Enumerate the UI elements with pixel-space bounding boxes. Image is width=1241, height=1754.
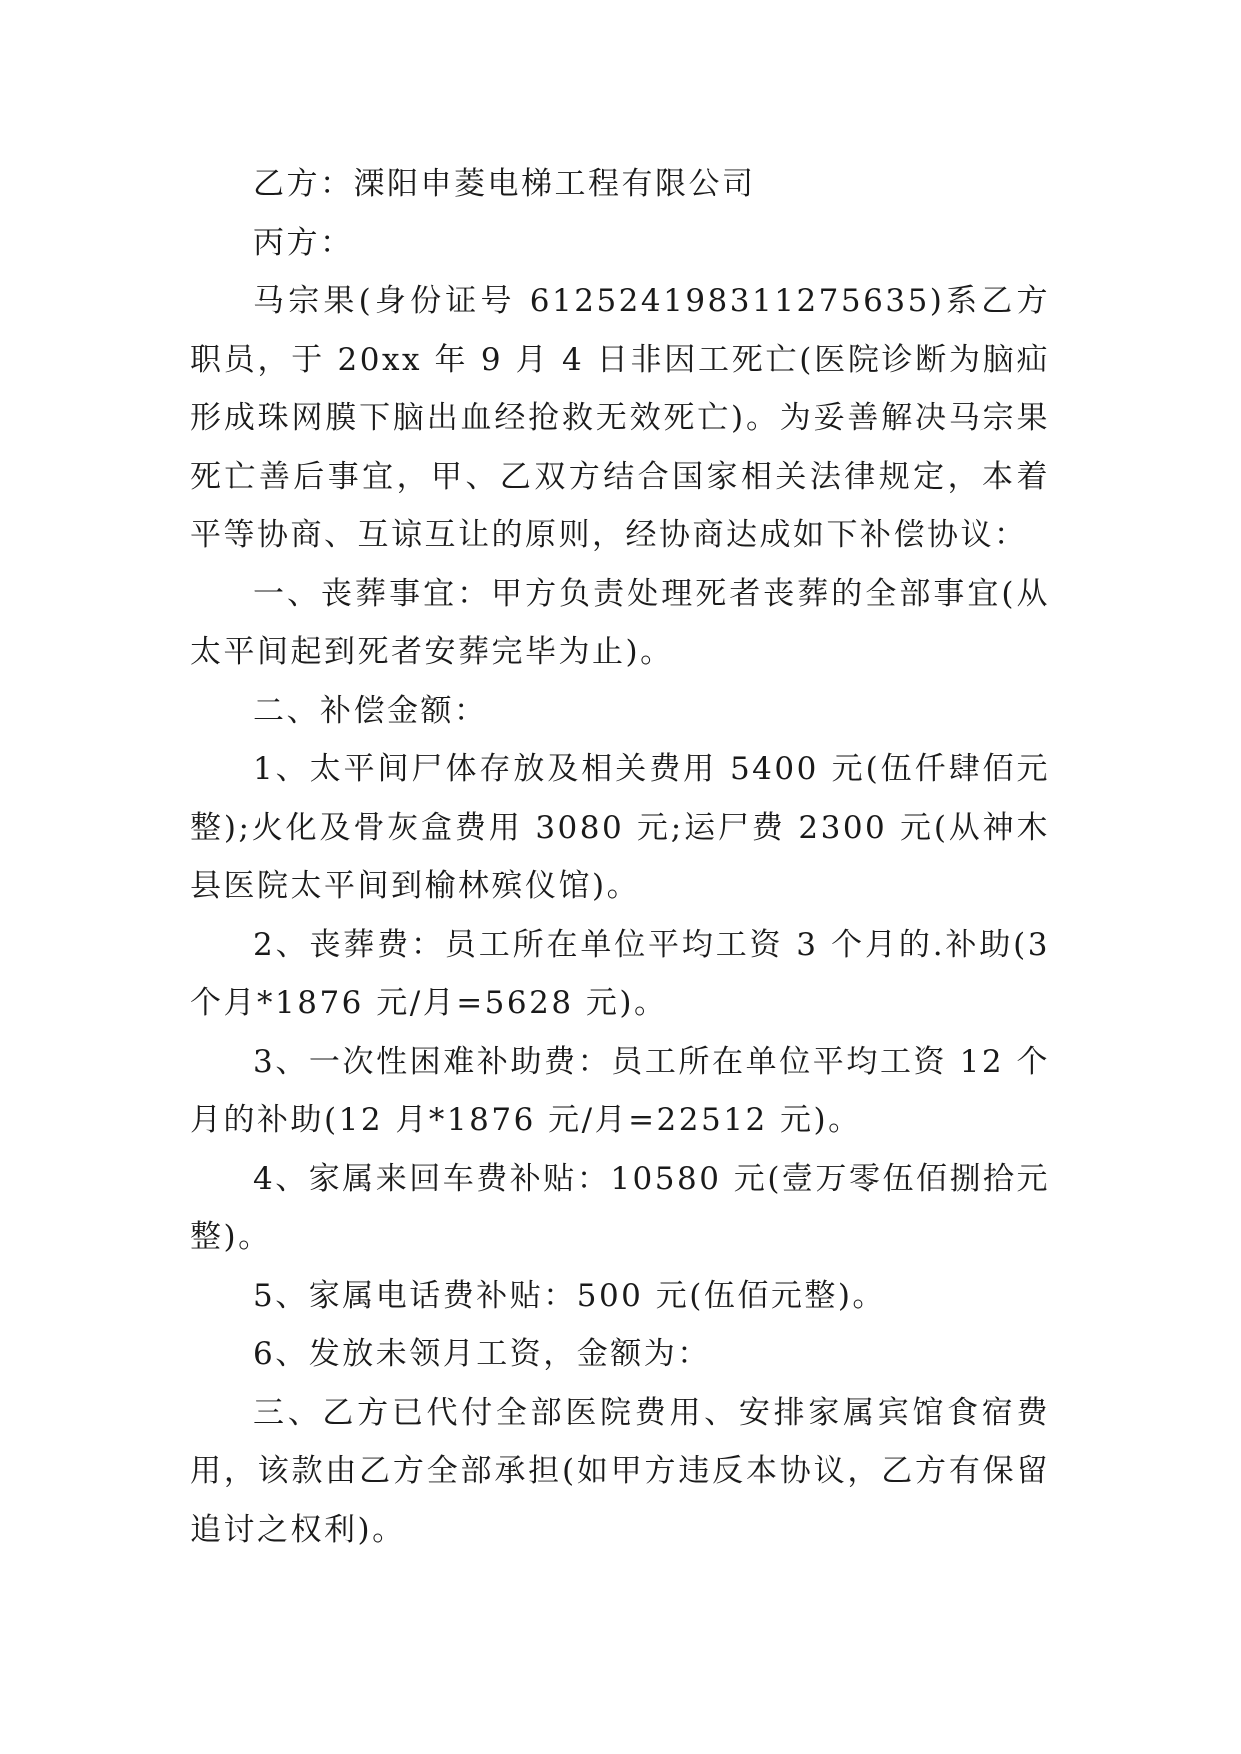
party-c-line: 丙方： (253, 224, 354, 261)
clause-funeral-matters: 一、丧葬事宜：甲方负责处理死者丧葬的全部事宜(从太平间起到死者安葬完毕为止)。 (190, 575, 1050, 670)
document-page (190, 155, 1050, 1559)
item-1-morgue-cremation: 1、太平间尸体存放及相关费用 5400 元(伍仟肆佰元整);火化及骨灰盒费用 3080 元;运尸费 2300 元(从神木县医院太平间到榆林殡仪馆)。 (190, 751, 1050, 904)
clause-compensation-heading: 二、补偿金额： (253, 692, 488, 729)
clause-hospital-fees: 三、乙方已代付全部医院费用、安排家属宾馆食宿费用，该款由乙方全部承担(如甲方违反本协议，乙方有保留追讨之权利)。 (190, 1394, 1050, 1548)
party-b-line: 乙方：溧阳申菱电梯工程有限公司 (253, 166, 756, 202)
item-6-unpaid-wages: 6、发放未领月工资，金额为： (253, 1336, 711, 1372)
item-2-funeral-fee: 2、丧葬费：员工所在单位平均工资 3 个月的.补助(3 个月*1876 元/月=5628 元)。 (190, 926, 1050, 1021)
item-4-travel-subsidy: 4、家属来回车费补贴：10580 元(壹万零伍佰捌拾元整)。 (190, 1160, 1050, 1255)
item-5-phone-subsidy: 5、家属电话费补贴：500 元(伍佰元整)。 (253, 1277, 886, 1314)
background-paragraph: 马宗果(身份证号 612524198311275635)系乙方职员，于 20xx 年 9 月 4 日非因工死亡(医院诊断为脑疝形成珠网膜下脑出血经抢救无效死亡)。为妥善解决马宗果死亡善后事宜，甲、乙双方结合国家相关法律规定，本着平等协商、互谅互让的原则，经协商达成如下补偿协议： (190, 283, 1050, 553)
item-3-hardship-subsidy: 3、一次性困难补助费：员工所在单位平均工资 12 个月的补助(12 月*1876 元/月=22512 元)。 (190, 1043, 1050, 1138)
